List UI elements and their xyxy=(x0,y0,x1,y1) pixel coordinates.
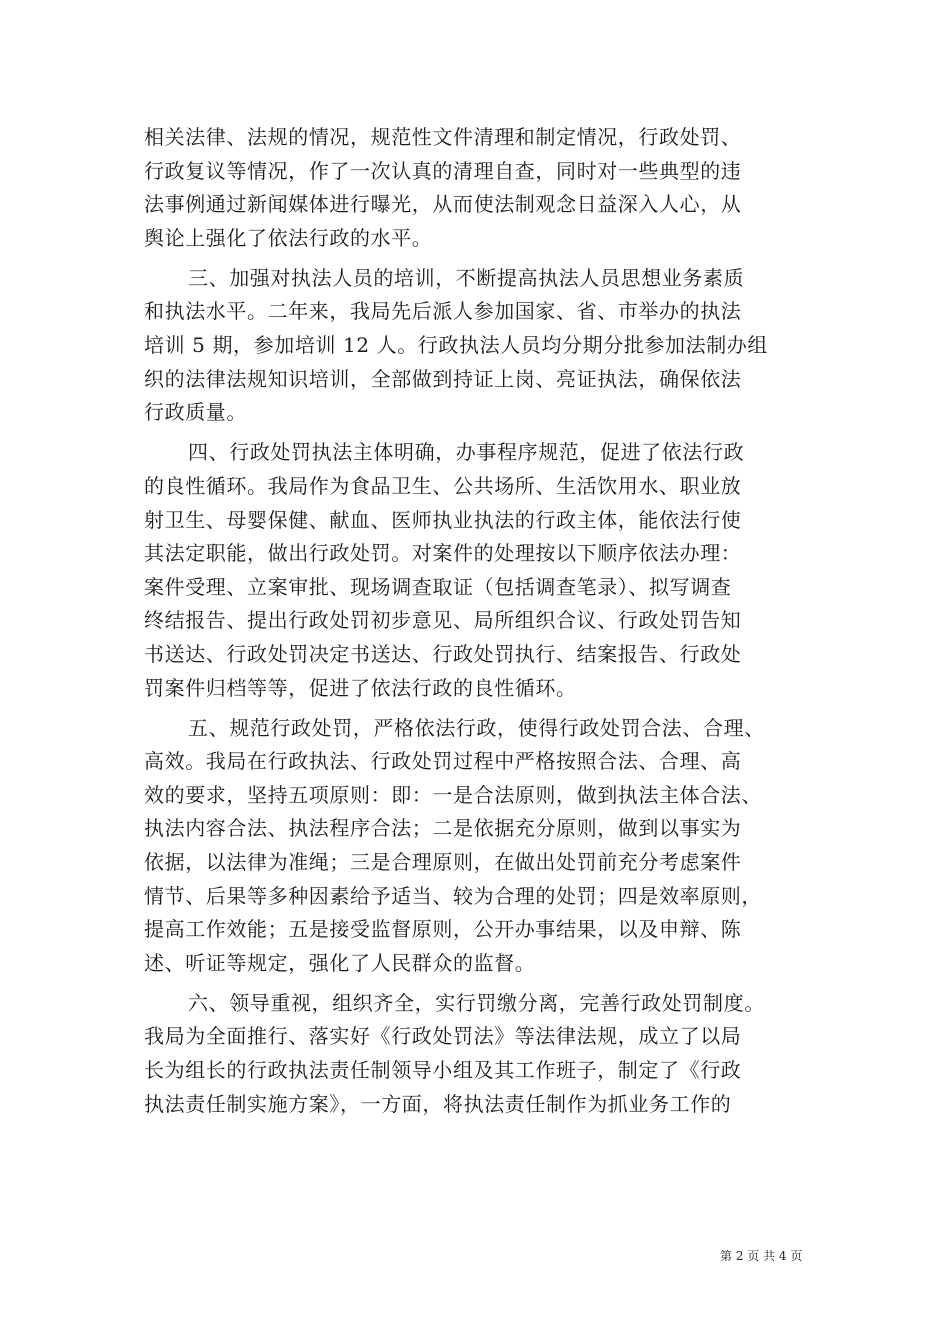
text-line: 执法内容合法、执法程序合法；二是依据充分原则，做到以事实为 xyxy=(144,816,742,841)
paragraph-5 xyxy=(144,987,820,1121)
text-line: 执法责任制实施方案》，一方面，将执法责任制作为抓业务工作的 xyxy=(144,1091,732,1116)
document-body xyxy=(144,121,820,1121)
text-line: 罚案件归档等等，促进了依法行政的良性循环。 xyxy=(144,675,577,700)
text-line: 三、加强对执法人员的培训，不断提高执法人员思想业务素质 xyxy=(188,265,745,290)
text-line: 提高工作效能；五是接受监督原则，公开办事结果，以及申辩、陈 xyxy=(144,917,742,942)
text-line: 效的要求，坚持五项原则：即：一是合法原则，做到执法主体合法、 xyxy=(144,782,762,807)
text-line: 六、领导重视，组织齐全，实行罚缴分离，完善行政处罚制度。 xyxy=(188,990,765,1015)
text-line: 五、规范行政处罚，严格依法行政，使得行政处罚合法、合理、 xyxy=(188,715,765,740)
paragraph-3 xyxy=(144,436,820,705)
text-line: 和执法水平。二年来，我局先后派人参加国家、省、市举办的执法 xyxy=(144,299,742,324)
text-line: 的良性循环。我局作为食品卫生、公共场所、生活饮用水、职业放 xyxy=(144,473,742,498)
text-line: 培训 5 期，参加培训 12 人。行政执法人员均分期分批参加法制办组 xyxy=(144,333,769,358)
text-line: 舆论上强化了依法行政的水平。 xyxy=(144,225,433,250)
text-line: 行政质量。 xyxy=(144,400,247,425)
text-line: 其法定职能，做出行政处罚。对案件的处理按以下顺序依法办理： xyxy=(144,541,742,566)
text-line: 案件受理、立案审批、现场调查取证（包括调查笔录）、拟写调查 xyxy=(144,574,732,599)
paragraph-2 xyxy=(144,262,820,430)
text-line: 法事例通过新闻媒体进行曝光，从而使法制观念日益深入人心，从 xyxy=(144,192,742,217)
text-line: 相关法律、法规的情况，规范性文件清理和制定情况，行政处罚、 xyxy=(144,125,742,149)
paragraph-1 xyxy=(144,121,820,255)
text-line: 行政复议等情况，作了一次认真的清理自查，同时对一些典型的违 xyxy=(144,158,742,183)
paragraph-4 xyxy=(144,712,820,981)
text-line: 述、听证等规定，强化了人民群众的监督。 xyxy=(144,950,536,975)
text-line: 长为组长的行政执法责任制领导小组及其工作班子，制定了《行政 xyxy=(144,1058,742,1083)
text-line: 高效。我局在行政执法、行政处罚过程中严格按照合法、合理、高 xyxy=(144,749,742,774)
text-line: 射卫生、母婴保健、献血、医师执业执法的行政主体，能依法行使 xyxy=(144,507,742,532)
text-line: 四、行政处罚执法主体明确，办事程序规范，促进了依法行政 xyxy=(188,440,745,465)
text-line: 书送达、行政处罚决定书送达、行政处罚执行、结案报告、行政处 xyxy=(144,641,742,666)
text-line: 依据，以法律为准绳；三是合理原则，在做出处罚前充分考虑案件 xyxy=(144,849,742,874)
text-line: 我局为全面推行、落实好《行政处罚法》等法律法规，成立了以局 xyxy=(144,1024,742,1049)
text-line: 织的法律法规知识培训，全部做到持证上岗、亮证执法，确保依法 xyxy=(144,366,742,391)
text-line: 情节、后果等多种因素给予适当、较为合理的处罚；四是效率原则， xyxy=(144,883,762,908)
text-line: 终结报告、提出行政处罚初步意见、局所组织合议、行政处罚告知 xyxy=(144,608,742,633)
page-number: 第 2 页 共 4 页 xyxy=(720,1249,803,1263)
